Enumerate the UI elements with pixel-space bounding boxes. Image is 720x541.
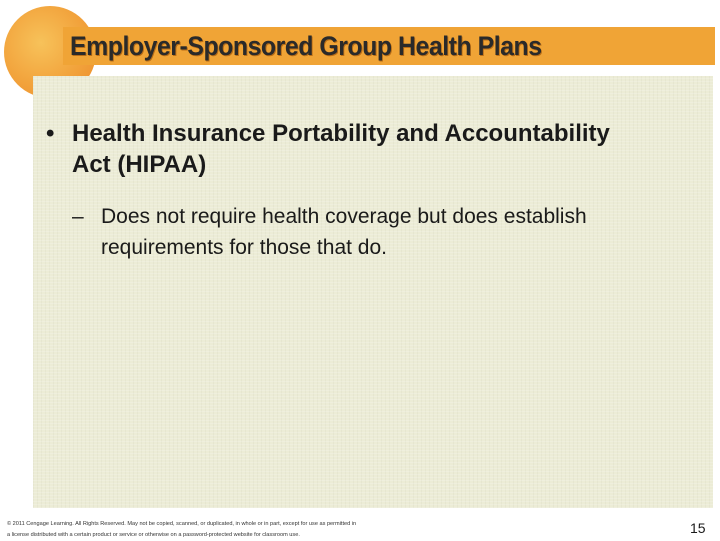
sub-bullet-marker: – [72,205,84,228]
bullet-text: Health Insurance Portability and Accountability Act (HIPAA) [72,120,610,178]
copyright-notice [7,519,527,541]
copyright-line-1: © 2011 Cengage Learning. All Rights Reserved. May not be copied, scanned, or duplicated, in whole or in part, except for use as permitted in [7,521,357,527]
bullet-marker: • [46,120,55,147]
sub-bullet-text: Does not require health coverage but does establish requirements for those that do. [101,205,587,259]
page-number: 15 [690,520,706,536]
slide-title: Employer-Sponsored Group Health Plans [70,31,542,61]
copyright-line-2: a license distributed with a certain product or service or otherwise on a password-protected website for classroom use. [7,532,300,538]
